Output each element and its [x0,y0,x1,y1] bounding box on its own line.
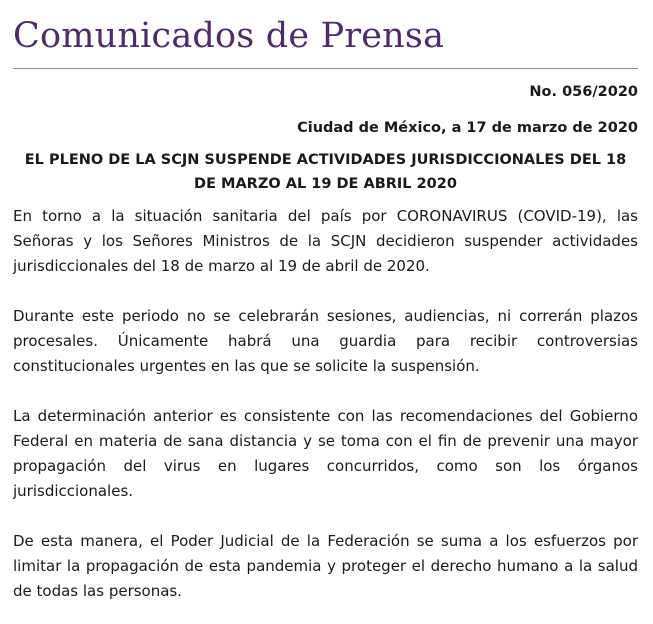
release-paragraph-2: Durante este periodo no se celebrarán sesiones, audiencias, ni correrán plazos procesales. Únicamente habrá una guardia para recibir controversias constitucionales urgentes en las que se solicite la suspensión. [13,307,638,375]
title-divider [13,68,638,69]
release-paragraph-4: De esta manera, el Poder Judicial de la Federación se suma a los esfuerzos por limitar la propagación de esta pandemia y proteger el derecho humano a la salud de todas las personas. [13,532,638,600]
release-paragraph-3: La determinación anterior es consistente con las recomendaciones del Gobierno Federal en materia de sana distancia y se toma con el fin de prevenir una mayor propagación del virus en lugares concurridos, como son los órganos jurisdiccionales. [13,407,638,500]
page-title: Comunicados de Prensa [13,16,445,56]
release-paragraph-1: En torno a la situación sanitaria del país por CORONAVIRUS (COVID-19), las Señoras y los Señores Ministros de la SCJN decidieron suspender actividades jurisdiccionales del 18 de marzo al 19 de abril de 2020. [13,207,638,275]
release-number: No. 056/2020 [529,84,638,100]
press-release-page [13,0,638,604]
release-headline: EL PLENO DE LA SCJN SUSPENDE ACTIVIDADES JURISDICCIONALES DEL 18 DE MARZO AL 19 DE ABRIL 2020 [24,152,627,192]
release-dateline: Ciudad de México, a 17 de marzo de 2020 [297,120,638,136]
